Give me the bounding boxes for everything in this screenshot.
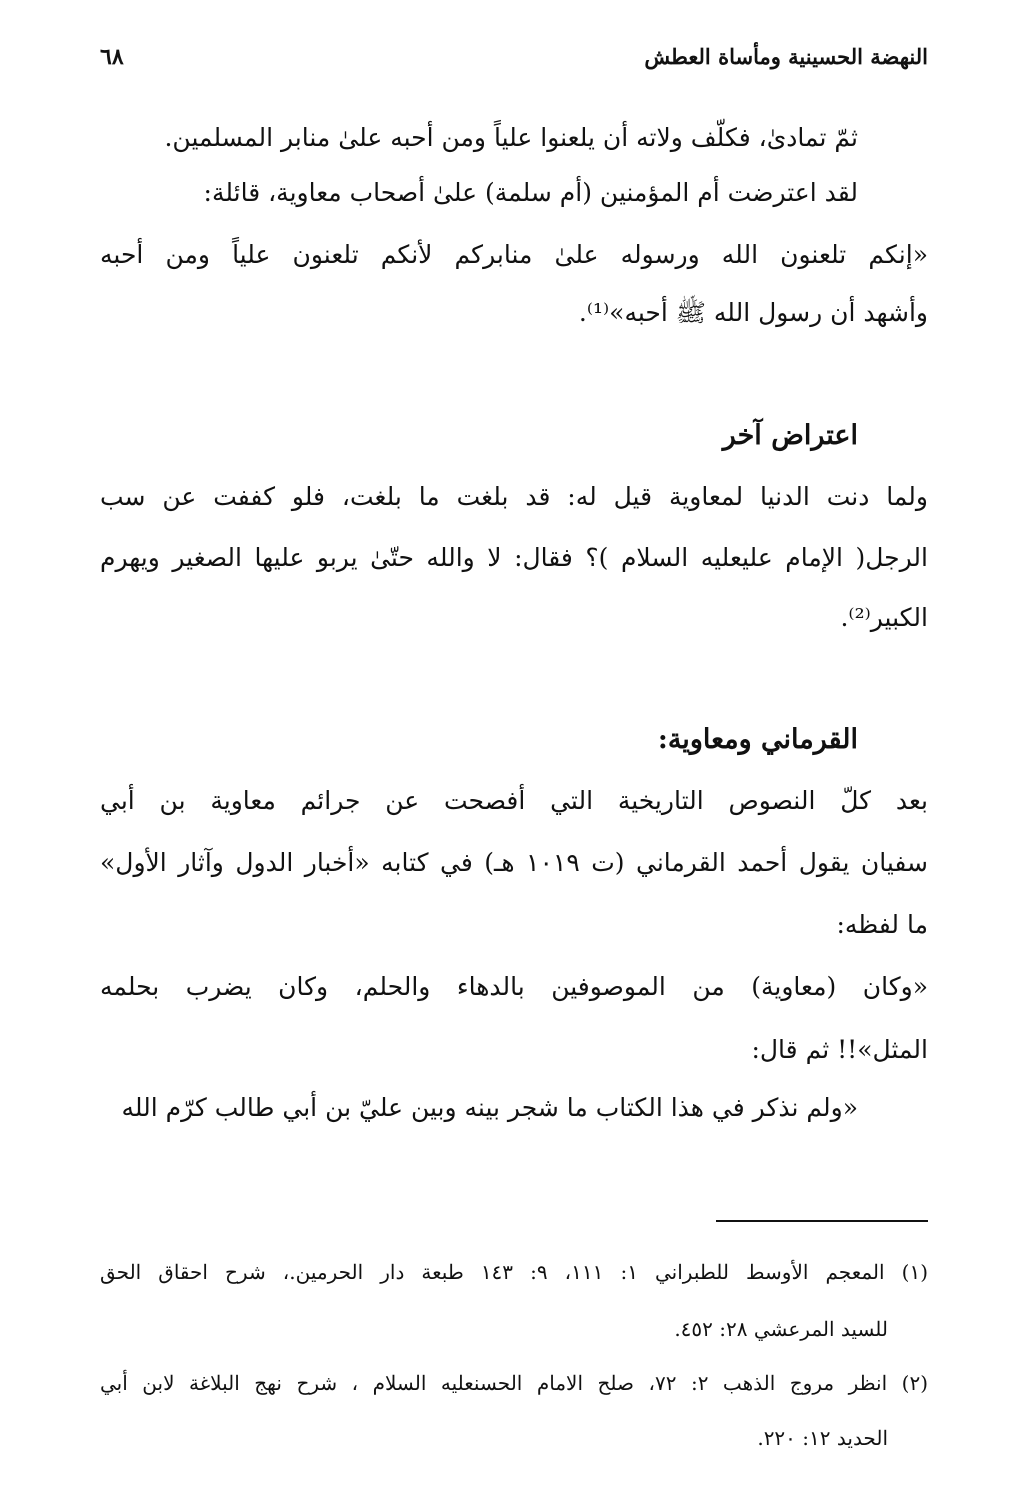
paragraph-line: ولما دنت الدنيا لمعاوية قيل له: قد بلغت ما بلغت، فلو كففت عن سب bbox=[100, 482, 928, 511]
quote-line: «ولم نذكر في هذا الكتاب ما شجر بينه وبين عليّ بن أبي طالب كرّم الله bbox=[121, 1093, 858, 1122]
footnote-line: (١) المعجم الأوسط للطبراني ١: ١١١، ٩: ١٤٣ طبعة دار الحرمين.، شرح احقاق الحق bbox=[100, 1260, 928, 1284]
running-title: النهضة الحسينية ومأساة العطش bbox=[644, 44, 928, 69]
footnote-line: للسيد المرعشي ٢٨: ٤٥٢. bbox=[674, 1317, 888, 1341]
quote-line: «وكان (معاوية) من الموصوفين بالدهاء والحلم، وكان يضرب بحلمه bbox=[100, 972, 928, 1001]
paragraph-line: لقد اعترضت أم المؤمنين (أم سلمة) علىٰ أصحاب معاوية، قائلة: bbox=[203, 178, 858, 207]
footnote-separator bbox=[716, 1220, 928, 1222]
paragraph-line: الكبير⁽²⁾. bbox=[840, 603, 928, 632]
section-heading: اعتراض آخر bbox=[722, 420, 858, 451]
footnote-line: (٢) انظر مروج الذهب ٢: ٧٢، صلح الامام الحسنعليه السلام ، شرح نهج البلاغة لابن أبي bbox=[100, 1371, 928, 1395]
paragraph-line: ما لفظه: bbox=[836, 910, 928, 939]
paragraph-line: سفيان يقول أحمد القرماني (ت ١٠١٩ هـ) في كتابه «أخبار الدول وآثار الأول» bbox=[100, 848, 928, 877]
paragraph-line: الرجل( الإمام عليعليه السلام )؟ فقال: لا والله حتّىٰ يربو عليها الصغير ويهرم bbox=[100, 543, 928, 572]
paragraph-line: بعد كلّ النصوص التاريخية التي أفصحت عن جرائم معاوية بن أبي bbox=[100, 786, 928, 815]
page-number: ٦٨ bbox=[100, 44, 124, 70]
quote-line: المثل»!! ثم قال: bbox=[751, 1035, 928, 1064]
footnote-line: الحديد ١٢: ٢٢٠. bbox=[757, 1426, 888, 1450]
quote-line: «إنكم تلعنون الله ورسوله علىٰ منابركم لأنكم تلعنون علياً ومن أحبه bbox=[100, 240, 928, 269]
page-header bbox=[100, 44, 928, 84]
section-heading: القرماني ومعاوية: bbox=[657, 724, 858, 755]
quote-line: وأشهد أن رسول الله ﷺ أحبه»⁽¹⁾. bbox=[578, 298, 928, 327]
paragraph-line: ثمّ تمادىٰ، فكلّف ولاته أن يلعنوا علياً ومن أحبه علىٰ منابر المسلمين. bbox=[164, 123, 858, 152]
